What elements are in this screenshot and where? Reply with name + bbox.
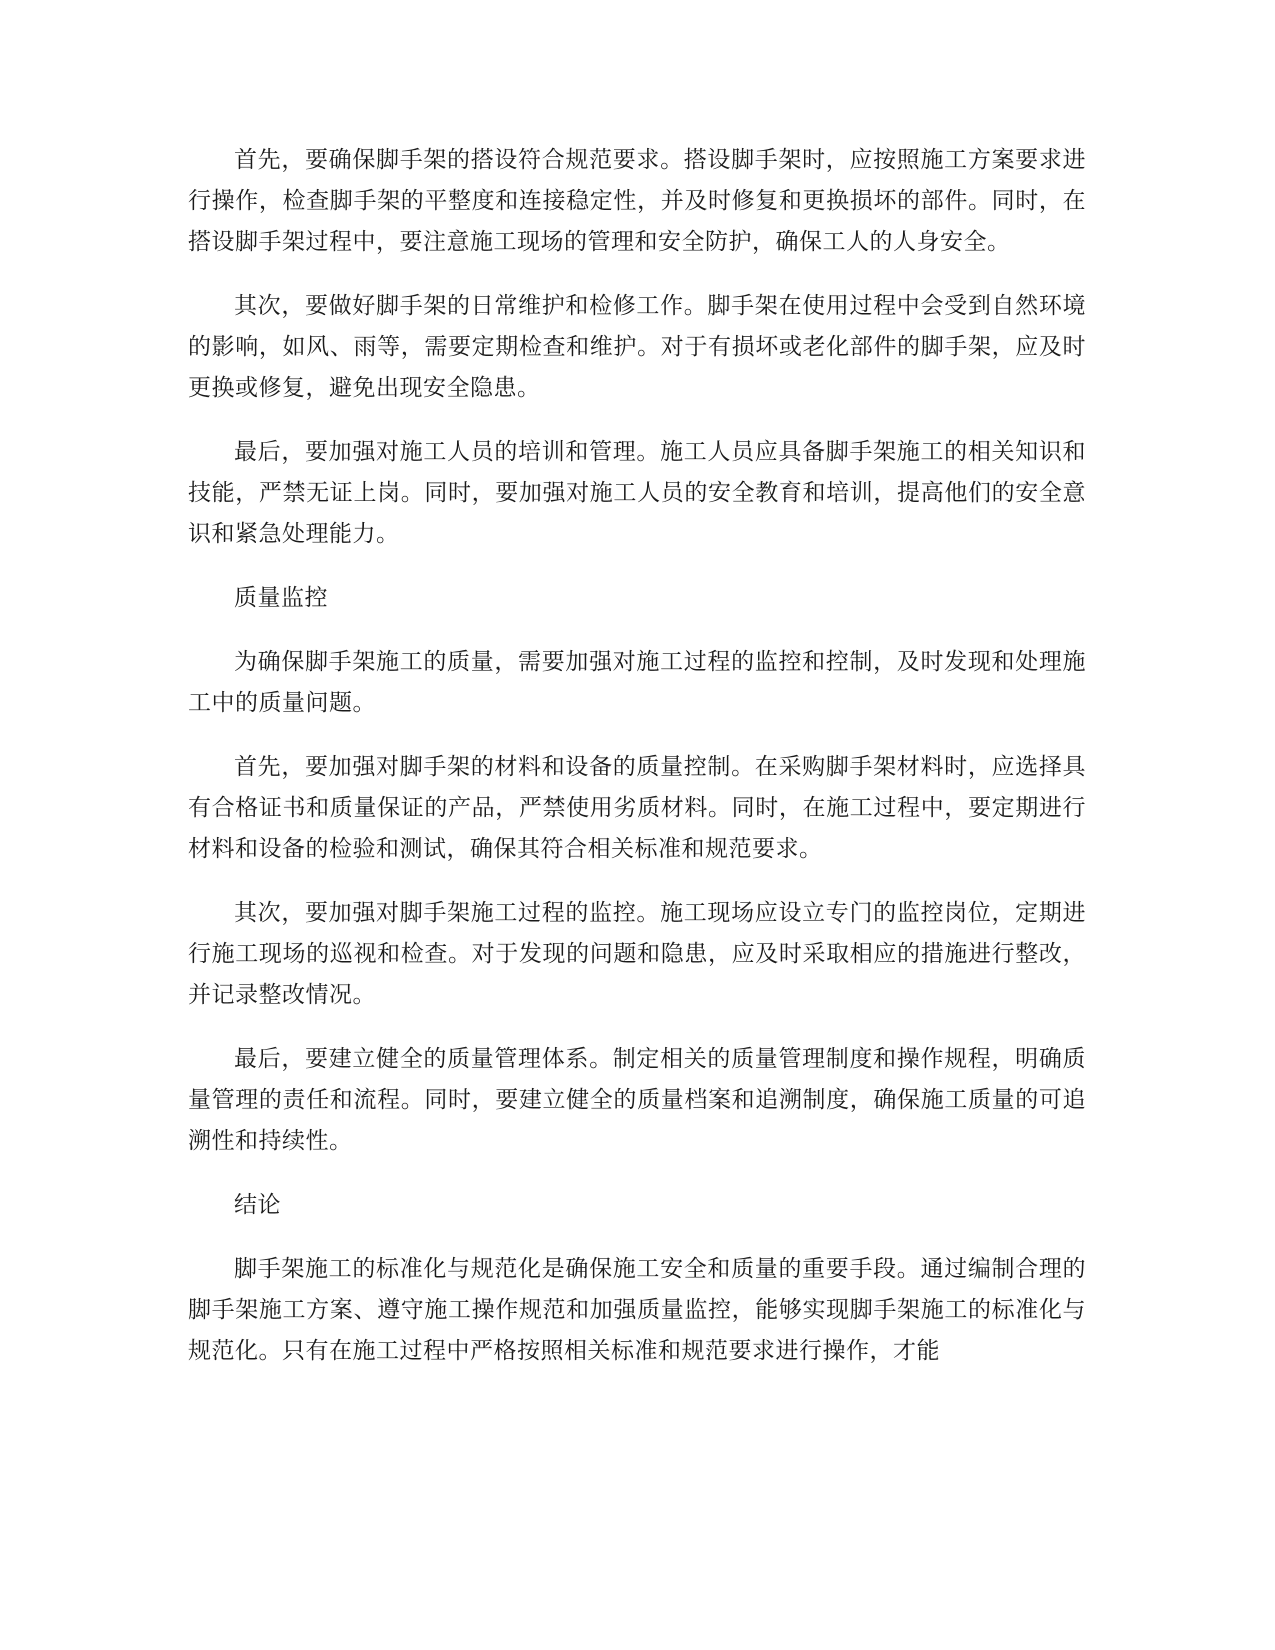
paragraph-material-control: 首先，要加强对脚手架的材料和设备的质量控制。在采购脚手架材料时，应选择具有合格证书和质量保证的产品，严禁使用劣质材料。同时，在施工过程中，要定期进行材料和设备的检验和测试，确保其符合相关标准和规范要求。 bbox=[188, 754, 1086, 862]
paragraph-scaffold-erection: 首先，要确保脚手架的搭设符合规范要求。搭设脚手架时，应按照施工方案要求进行操作，检查脚手架的平整度和连接稳定性，并及时修复和更换损坏的部件。同时，在搭设脚手架过程中，要注意施工现场的管理和安全防护，确保工人的人身安全。 bbox=[188, 147, 1086, 255]
paragraph-process-monitoring: 其次，要加强对脚手架施工过程的监控。施工现场应设立专门的监控岗位，定期进行施工现场的巡视和检查。对于发现的问题和隐患，应及时采取相应的措施进行整改，并记录整改情况。 bbox=[188, 900, 1086, 1008]
paragraph-conclusion: 脚手架施工的标准化与规范化是确保施工安全和质量的重要手段。通过编制合理的脚手架施工方案、遵守施工操作规范和加强质量监控，能够实现脚手架施工的标准化与规范化。只有在施工过程中严格按照相关标准和规范要求进行操作，才能 bbox=[188, 1256, 1086, 1364]
paragraph-quality-system: 最后，要建立健全的质量管理体系。制定相关的质量管理制度和操作规程，明确质量管理的责任和流程。同时，要建立健全的质量档案和追溯制度，确保施工质量的可追溯性和持续性。 bbox=[188, 1046, 1086, 1154]
section-heading-conclusion: 结论 bbox=[234, 1192, 281, 1218]
section-heading-quality-monitoring: 质量监控 bbox=[234, 585, 328, 611]
paragraph-daily-maintenance: 其次，要做好脚手架的日常维护和检修工作。脚手架在使用过程中会受到自然环境的影响，如风、雨等，需要定期检查和维护。对于有损坏或老化部件的脚手架，应及时更换或修复，避免出现安全隐患。 bbox=[188, 293, 1086, 401]
paragraph-quality-intro: 为确保脚手架施工的质量，需要加强对施工过程的监控和控制，及时发现和处理施工中的质量问题。 bbox=[188, 649, 1086, 716]
document-body bbox=[188, 140, 1086, 1395]
paragraph-worker-training: 最后，要加强对施工人员的培训和管理。施工人员应具备脚手架施工的相关知识和技能，严禁无证上岗。同时，要加强对施工人员的安全教育和培训，提高他们的安全意识和紧急处理能力。 bbox=[188, 439, 1086, 547]
